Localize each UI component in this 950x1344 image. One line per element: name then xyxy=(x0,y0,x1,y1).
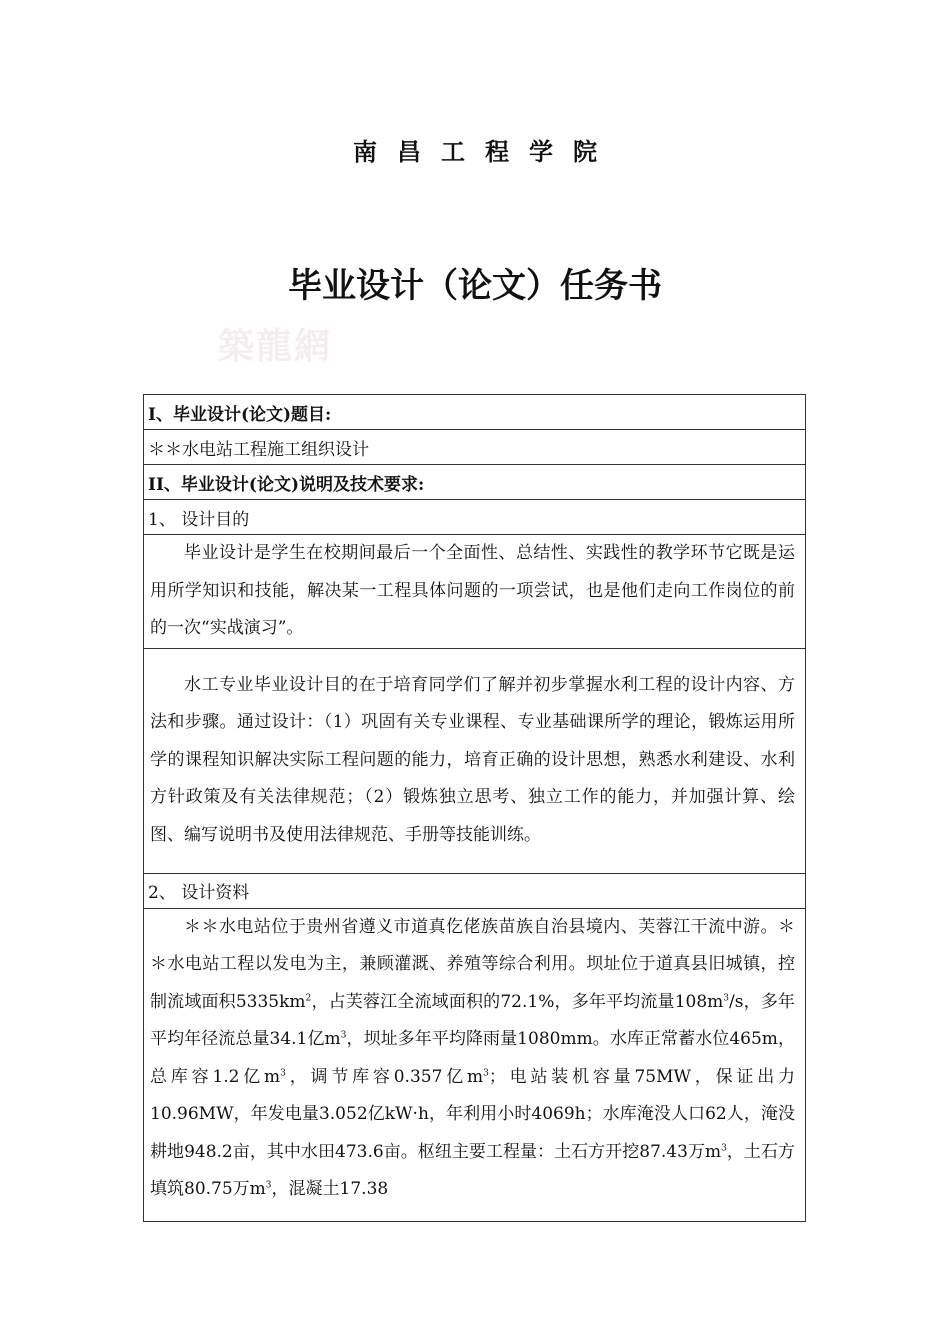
design-data-paragraph xyxy=(144,908,806,1221)
data-text: ；电站装机容量75MW，保证出力10.96MW，年发电量3.052亿kW·h，年利用小时4069h；水库淹没人口62人，淹没耕地948.2亩，其中水田473.6亩。枢纽主要工程量：土石方开挖87.43万m xyxy=(150,1066,796,1162)
data-text: ，混凝土17.38 xyxy=(271,1179,389,1199)
table-row xyxy=(144,465,806,500)
section-2-heading: II、毕业设计(论文)说明及技术要求: xyxy=(144,465,806,500)
data-text: /s，多年平均年径流总量34.1亿m xyxy=(150,991,795,1049)
item-1-heading: 1、 设计目的 xyxy=(144,500,806,535)
superscript: 3 xyxy=(265,1180,272,1191)
section-1-heading: I、毕业设计(论文)题目: xyxy=(144,395,806,430)
data-text: ，土石方填筑80.75万m xyxy=(150,1141,796,1199)
table-row xyxy=(144,500,806,535)
superscript: 3 xyxy=(721,1142,727,1153)
superscript: 3 xyxy=(280,1067,286,1078)
superscript: 3 xyxy=(340,1030,347,1041)
data-text: ，调节库容0.357亿m xyxy=(285,1066,484,1087)
purpose-paragraph-1: 毕业设计是学生在校期间最后一个全面性、总结性、实践性的教学环节它既是运用所学知识和技能，解决某一工程具体问题的一项尝试，也是他们走向工作岗位的前的一次“实战演习”。 xyxy=(144,535,806,649)
table-row xyxy=(144,395,806,430)
superscript: 3 xyxy=(483,1067,489,1078)
item-2-heading: 2、 设计资料 xyxy=(144,873,806,908)
data-text: ＊＊水电站位于贵州省遵义市道真仡佬族苗族自治县境内、芙蓉江干流中游。＊＊水电站工程以发电为主，兼顾灌溉、养殖等综合利用。坝址位于道真县旧城镇，控制流域面积5335km xyxy=(150,916,795,1012)
table-row xyxy=(144,873,806,908)
data-text: ，坝址多年平均降雨量1080mm。水库正常蓄水位465m，总库容1.2亿m xyxy=(150,1029,795,1087)
table-row xyxy=(144,430,806,465)
data-text: ，占芙蓉江全流域面积的72.1%，多年平均流量108m xyxy=(311,991,724,1012)
table-row xyxy=(144,648,806,873)
school-name: 南昌工程学院 xyxy=(353,137,617,166)
thesis-title: ＊＊水电站工程施工组织设计 xyxy=(144,430,806,465)
superscript: 2 xyxy=(305,992,312,1003)
task-table xyxy=(143,394,806,1222)
watermark: 築龍網 xyxy=(218,325,333,367)
document-title: 毕业设计（论文）任务书 xyxy=(288,266,662,306)
purpose-paragraph-2: 水工专业毕业设计目的在于培育同学们了解并初步掌握水利工程的设计内容、方法和步骤。通过设计：（1）巩固有关专业课程、专业基础课所学的理论，锻炼运用所学的课程知识解决实际工程问题的能力，培育正确的设计思想，熟悉水利建设、水利方针政策及有关法律规范；（2）锻炼独立思考、独立工作的能力，并加强计算、绘图、编写说明书及使用法律规范、手册等技能训练。 xyxy=(144,648,806,873)
table-row xyxy=(144,908,806,1221)
table-row xyxy=(144,535,806,649)
superscript: 3 xyxy=(723,992,730,1003)
